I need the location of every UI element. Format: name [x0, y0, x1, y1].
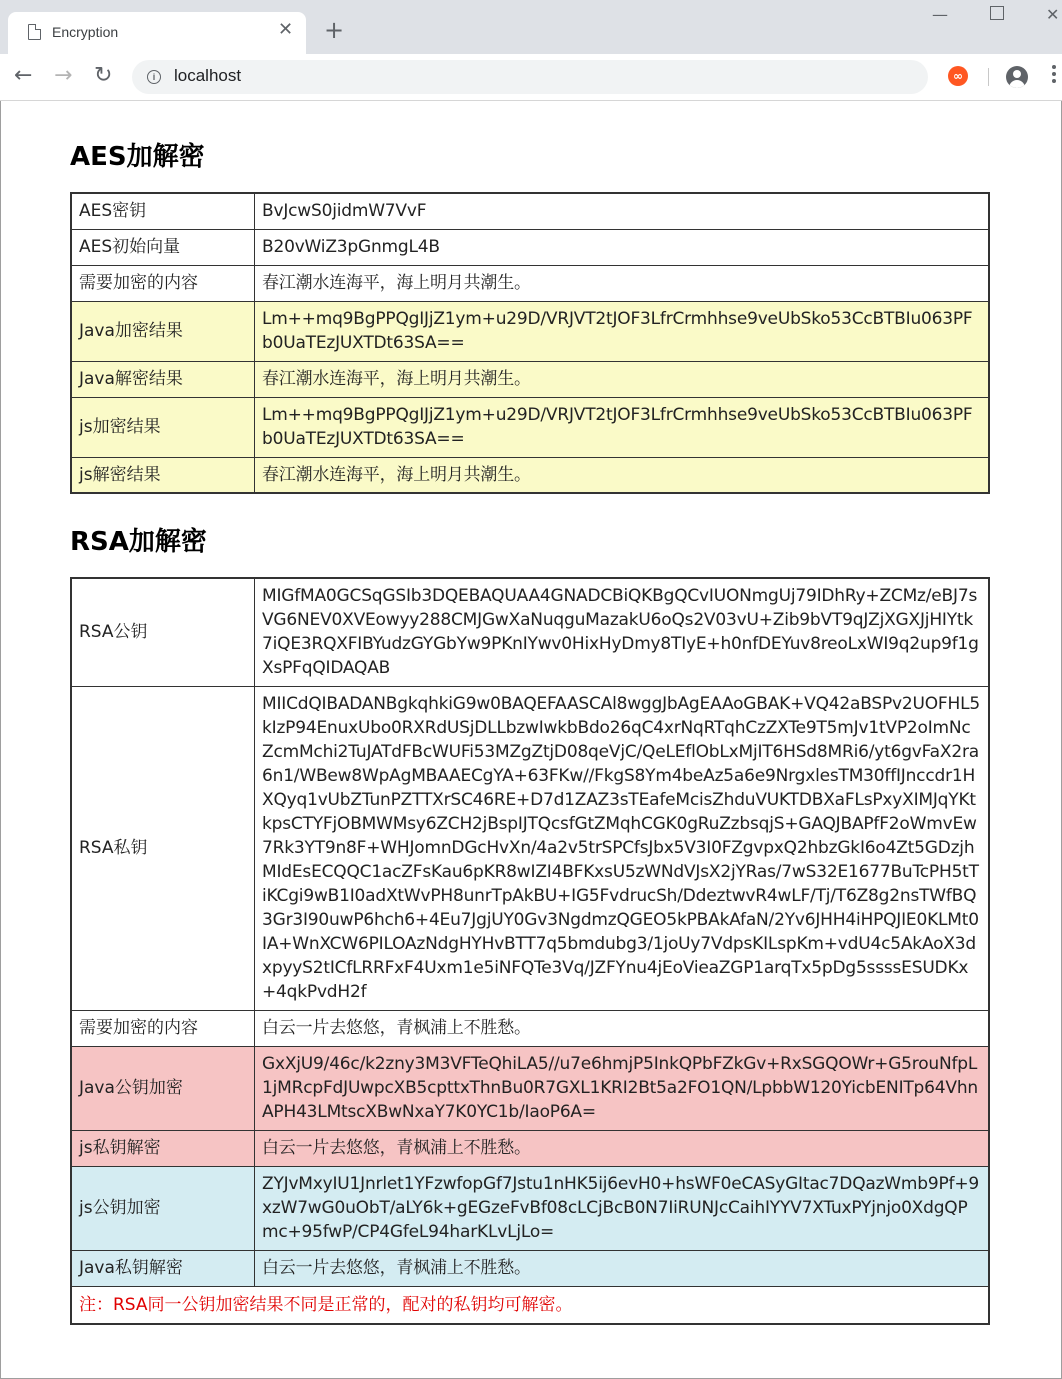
row-value: 白云一片去悠悠，青枫浦上不胜愁。	[255, 1130, 990, 1166]
url-text[interactable]: localhost	[174, 66, 242, 85]
row-value: 春江潮水连海平，海上明月共潮生。	[255, 361, 990, 397]
aes-table	[70, 192, 990, 494]
row-label: Java解密结果	[71, 361, 255, 397]
row-value: B20vWiZ3pGnmgL4B	[255, 229, 990, 265]
row-value: 春江潮水连海平，海上明月共潮生。	[255, 265, 990, 301]
rsa-heading: RSA加解密	[70, 527, 207, 557]
row-label: js加密结果	[71, 397, 255, 457]
close-window-icon[interactable]: ✕	[1046, 5, 1060, 24]
new-tab-icon[interactable]: +	[324, 16, 345, 44]
aes-java-encrypt-row	[71, 301, 989, 361]
row-value: Lm++mq9BgPPQgIJjZ1ym+u29D/VRJVT2tJOF3LfrCrmhhse9veUbSko53CcBTBIu063PFb0UaTEzJUXTDt63SA==	[255, 397, 990, 457]
row-label: RSA私钥	[71, 686, 255, 1010]
rsa-java-private-decrypt-row	[71, 1250, 989, 1286]
row-value: BvJcwS0jidmW7VvF	[255, 193, 990, 229]
row-label: 需要加密的内容	[71, 265, 255, 301]
row-value: 白云一片去悠悠，青枫浦上不胜愁。	[255, 1250, 990, 1286]
extension-icon[interactable]: ∞	[948, 66, 968, 86]
rsa-plaintext-row	[71, 1010, 989, 1046]
row-label: Java公钥加密	[71, 1046, 255, 1130]
row-value: GxXjU9/46c/k2zny3M3VFTeQhiLA5//u7e6hmjP5InkQPbFZkGv+RxSGQOWr+G5rouNfpL1jMRcpFdJUwpcXB5cpttxThnBu0R7GXL1KRI2Bt5a2FO1QN/LpbbW120YicbENITp64VhnAPH43LMtscXBwNxaY7K0YC1b/IaoP6A=	[255, 1046, 990, 1130]
row-label: js解密结果	[71, 457, 255, 493]
tab-title: Encryption	[52, 24, 119, 40]
row-label: js私钥解密	[71, 1130, 255, 1166]
row-label: Java加密结果	[71, 301, 255, 361]
forward-icon[interactable]: →	[54, 63, 73, 88]
rsa-public-key-row	[71, 578, 989, 686]
row-value: 白云一片去悠悠，青枫浦上不胜愁。	[255, 1010, 990, 1046]
browser-toolbar	[0, 54, 1062, 101]
row-label: Java私钥解密	[71, 1250, 255, 1286]
aes-iv-row	[71, 229, 989, 265]
rsa-note-row	[71, 1286, 989, 1324]
rsa-private-key-row	[71, 686, 989, 1010]
row-value: Lm++mq9BgPPQgIJjZ1ym+u29D/VRJVT2tJOF3LfrCrmhhse9veUbSko53CcBTBIu063PFb0UaTEzJUXTDt63SA==	[255, 301, 990, 361]
row-label: RSA公钥	[71, 578, 255, 686]
aes-plaintext-row	[71, 265, 989, 301]
row-value: 春江潮水连海平，海上明月共潮生。	[255, 457, 990, 493]
aes-java-decrypt-row	[71, 361, 989, 397]
aes-js-encrypt-row	[71, 397, 989, 457]
minimize-icon[interactable]: —	[932, 5, 948, 24]
info-icon[interactable]: i	[147, 70, 161, 84]
document-icon	[28, 24, 41, 40]
tab-encryption[interactable]	[8, 12, 306, 54]
row-label: js公钥加密	[71, 1166, 255, 1250]
close-tab-icon[interactable]: ✕	[278, 19, 294, 40]
row-label: 需要加密的内容	[71, 1010, 255, 1046]
rsa-table	[70, 577, 990, 1325]
row-label: AES密钥	[71, 193, 255, 229]
tab-bar	[0, 0, 1062, 54]
row-label: AES初始向量	[71, 229, 255, 265]
row-value: ZYJvMxyIU1Jnrlet1YFzwfopGf7Jstu1nHK5ij6evH0+hsWF0eCASyGItac7DQazWmb9Pf+9xzW7wG0uObT/aLY6k+gEGzeFvBf08cLCjBcB0N7IiRUNJcCaihIYYV7XTuxPYjnjo0XdgQPmc+95fwP/CP4GfeL94harKLvLjLo=	[255, 1166, 990, 1250]
toolbar-divider	[988, 68, 989, 86]
rsa-js-private-decrypt-row	[71, 1130, 989, 1166]
profile-icon[interactable]	[1006, 66, 1028, 88]
row-value: MIICdQIBADANBgkqhkiG9w0BAQEFAASCAl8wggJbAgEAAoGBAK+VQ42aBSPv2UOFHL5kIzP94EnuxUbo0RXRdUSjDLLbzwIwkbBdo26qC4xrNqRTqhCzZXTe9T5mJv1tVP2oImNcZcmMchi2TuJATdFBcWUFi53MZgZtjD08qeVjC/QeLEflObLxMjIT6HSd8MRi6/yt6gvFaX2ra6n1/WBew8WpAgMBAAECgYA+63FKw//FkgS8Ym4beAz5a6e9NrgxlesTM30ffIJnccdr1HXQyq1vUbZTunPZTTXrSC46RE+D7d1ZAZ3sTEafeMcisZhduVUKTDBXaFLsPxyXIMJqYKtkpsCTYFjOBMWMsy6ZCH2jBspIJTQcsfGtZMqhCGK0gRuZzbsqjS+GAQJBAPfF2oWmvEw7Rk3YT9n8F+WHJomnDGcHvXn/4a2v5trSPCfsJbx5V3I0FZgvpxQ2hbzGkI6o4Zt5GDzjhMIdEsECQQC1acZFsKau6pKR8wIZI4BFKxsU5zWNdVJsX2jYRas/7wS32E1677BuTcPH5tTiKCgi9wB1I0adXtWvPH8unrTpAkBU+IG5FvdrucSh/DdeztwvR4wLF/Tj/T6Z8g2nsTWfBQ3Gr3I90uwP6hch6+4Eu7JgjUY0Gv3NgdmzQGEO5kPBAkAfaN/2Yv6JHH4iHPQJIE0KLMt0IA+WnXCW6PILOAzNdgHYHvBTT7q5bmdubg3/1joUy7VdpsKILspKm+vdU4c5AkAoX3dxpyyS2tICfLRRFxF4Uxm1e5iNFQTe3Vq/JZFYnu4jEoVieaZGP1arqTx5pDg5ssssESUDKx+4qkPvdH2f	[255, 686, 990, 1010]
address-bar[interactable]	[132, 60, 928, 94]
reload-icon[interactable]: ↻	[94, 63, 113, 88]
maximize-icon[interactable]	[990, 6, 1004, 20]
menu-icon[interactable]	[1052, 65, 1056, 87]
aes-heading: AES加解密	[70, 142, 205, 172]
rsa-java-public-encrypt-row	[71, 1046, 989, 1130]
aes-js-decrypt-row	[71, 457, 989, 493]
aes-key-row	[71, 193, 989, 229]
row-value: MIGfMA0GCSqGSIb3DQEBAQUAA4GNADCBiQKBgQCvIUONmgUj79IDhRy+ZCMz/eBJ7sVG6NEV0XVEowyy288CMJGwXaNuqguMazakU6oQs2V03vU+Zib9bVT9qJZjXGXJjHIYtk7iQE3RQXFIBYudzGYGbYw9PKnIYwv0HixHyDmy8TIyE+h0nfDEYuv8reoLxWI9q2up9f1gXsPFqQIDAQAB	[255, 578, 990, 686]
rsa-js-public-encrypt-row	[71, 1166, 989, 1250]
rsa-note: 注：RSA同一公钥加密结果不同是正常的，配对的私钥均可解密。	[71, 1286, 989, 1324]
back-icon[interactable]: ←	[14, 63, 33, 88]
